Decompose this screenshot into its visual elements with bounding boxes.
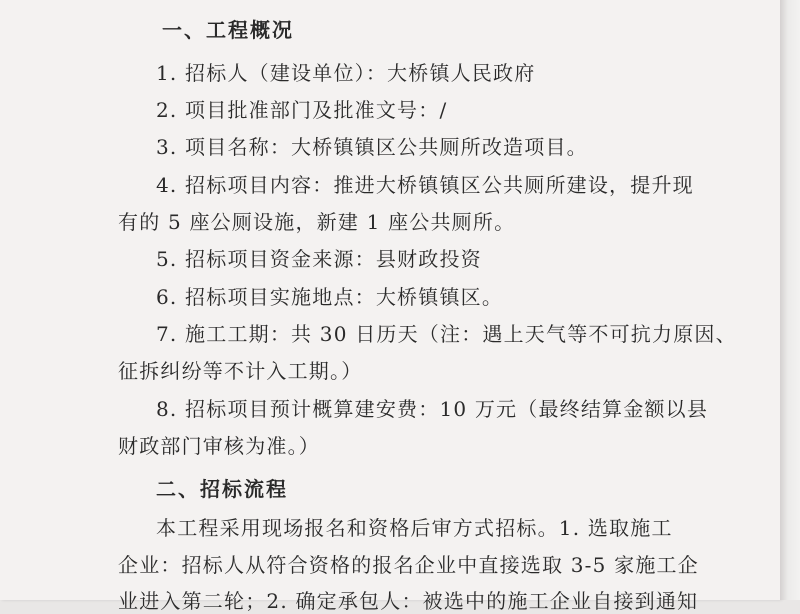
section2-paragraph-line-1: 本工程采用现场报名和资格后审方式招标。1. 选取施工 (156, 516, 673, 540)
item-8-line: 8. 招标项目预计概算建安费：10 万元（最终结算金额以县 (156, 397, 709, 421)
item-4-line: 4. 招标项目内容：推进大桥镇镇区公共厕所建设，提升现 (156, 173, 694, 197)
section2-heading: 二、招标流程 (156, 477, 288, 501)
item-2-line: 2. 项目批准部门及批准文号：/ (156, 98, 448, 122)
item-1-line: 1. 招标人（建设单位）：大桥镇人民政府 (156, 61, 536, 85)
item-7-continuation: 征拆纠纷等不计入工期。） (118, 359, 363, 383)
item-3-line: 3. 项目名称：大桥镇镇区公共厕所改造项目。 (156, 135, 588, 159)
section1-heading: 一、工程概况 (162, 18, 294, 42)
section2-paragraph-line-3: 业进入第二轮；2. 确定承包人：被选中的施工企业自接到通知 (118, 589, 699, 613)
item-7-line: 7. 施工工期：共 30 日历天（注：遇上天气等不可抗力原因、 (156, 322, 737, 346)
item-5-line: 5. 招标项目资金来源：县财政投资 (156, 247, 482, 271)
section2-paragraph-line-2: 企业：招标人从符合资格的报名企业中直接选取 3-5 家施工企 (118, 553, 699, 577)
item-6-line: 6. 招标项目实施地点：大桥镇镇区。 (156, 285, 504, 309)
page-edge-shadow (780, 0, 800, 600)
item-8-continuation: 财政部门审核为准。） (118, 434, 320, 458)
item-4-continuation: 有的 5 座公厕设施，新建 1 座公共厕所。 (118, 210, 516, 234)
